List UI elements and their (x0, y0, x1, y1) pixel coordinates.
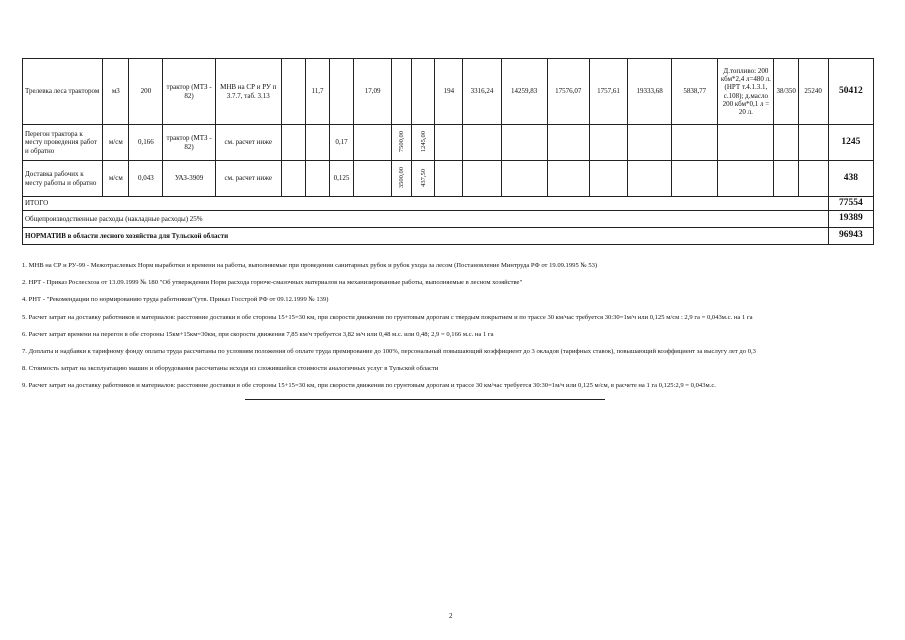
table-cell (547, 125, 589, 161)
footnote: 2. НРТ - Приказ Рослесхоза от 13.09.1999 № 180 "Об утверждении Норм расхода горюче-смазочных материалов на механизированные работы, выполняемые в лесном хозяйстве" (22, 279, 523, 287)
table-cell: 25240 (798, 59, 828, 125)
table-row (23, 59, 874, 125)
footnote: 9. Расчет затрат на доставку работников и материалов: расстояние доставки в обе стороны 15+15=30 км, при скорости движения по грунтовым дорогам и трассе 30 км/час требуется 30:30=1м/ч или 0,125 м/см, в расчете на 1 га 0,125:2,9 = 0,043м.с. (22, 382, 716, 390)
footnote: 6. Расчет затрат времени на перегон в обе стороны 15км+15км=30км, при скорости движения 7,85 км/ч требуется 3,82 м/ч или 0,48 м.с. или 0,48; 2,9 = 0,166 м.с. на 1 га (22, 330, 494, 338)
table-cell (392, 161, 412, 197)
table-cell (281, 125, 305, 161)
table-cell (628, 125, 672, 161)
table-cell (798, 161, 828, 197)
table-cell: 14259,83 (501, 59, 547, 125)
divider-line (245, 399, 605, 400)
table-cell (672, 125, 718, 161)
footnotes (22, 262, 892, 400)
table-cell: 3316,24 (463, 59, 501, 125)
table-cell (392, 125, 412, 161)
footnote: 7. Доплаты и надбавки к тарифному фонду оплаты труда рассчитаны по условиям положения об оплате труда премирование до 100%, персональный повышающий коэффициент до 3 окладов (тарифных ставок), повышающий коэффициент за выслугу лет до 0,3 (22, 348, 756, 356)
itogo-value: 77554 (828, 197, 873, 211)
table-cell (463, 161, 501, 197)
table-cell (354, 161, 392, 197)
table-cell (672, 161, 718, 197)
work-name: Перегон трактора к месту проведения работ и обратно (23, 125, 103, 161)
vertical-value: 1245,00 (419, 130, 427, 153)
machine-cell: трактор (МТЗ - 82) (163, 59, 215, 125)
table-cell (412, 59, 435, 125)
itogo-row (23, 197, 874, 211)
footnote: 5. Расчет затрат на доставку работников и материалов: расстояние доставки в обе стороны 15+15=30 км, при скорости движения по грунтовым дорогам с твердым покрытием и по трассе 30 км/час требуется 30:30=1м/ч или 0,125 м/см : 2,9 га = 0,043м.с. на 1 га (22, 313, 753, 321)
overhead-label: Общепроизводственные расходы (накладные расходы) 25% (23, 210, 829, 227)
table-cell (412, 125, 435, 161)
overhead-value: 19389 (828, 210, 873, 227)
itogo-label: ИТОГО (23, 197, 829, 211)
norm-label: НОРМАТИВ в области лесного хозяйства для Тульской области (23, 227, 829, 244)
table-cell: 17576,07 (547, 59, 589, 125)
table-cell: 17,09 (354, 59, 392, 125)
table-cell (412, 161, 435, 197)
table-cell (774, 125, 798, 161)
machine-cell: УАЗ-3909 (163, 161, 215, 197)
row-total: 438 (828, 161, 873, 197)
volume-cell: 200 (129, 59, 163, 125)
work-name: Трелевка леса трактором (23, 59, 103, 125)
vertical-value: 7500,00 (398, 130, 406, 153)
fuel-cell (718, 161, 774, 197)
table-cell: 0,125 (330, 161, 354, 197)
table-cell (589, 161, 627, 197)
unit-cell: м3 (103, 59, 129, 125)
table-cell (354, 125, 392, 161)
table-cell: 38/350 (774, 59, 798, 125)
fuel-cell: Д.топливо: 200 кбм*2,4 л=480 л. (НРТ т.4.1.3.1, с.108); д.масло 200 кбм*0,1 л = 20 л. (718, 59, 774, 125)
table-cell (463, 125, 501, 161)
norm-cell: МНВ на СР и РУ п 3.7.7, таб. 3.13 (215, 59, 281, 125)
table-cell: 194 (435, 59, 463, 125)
footnote: 4. РНТ - "Рекомендации по нормированию труда работников"(утв. Приказ Госстрой РФ от 09.12.1999 № 139) (22, 296, 329, 304)
table-cell (435, 125, 463, 161)
unit-cell: м/см (103, 125, 129, 161)
table-cell (798, 125, 828, 161)
table-row (23, 125, 874, 161)
page-number: 2 (449, 612, 453, 620)
vertical-value: 437,50 (419, 168, 427, 187)
table-cell (305, 161, 329, 197)
footnote: 1. МНВ на СР и РУ-99 - Межотраслевых Норм выработки и времени на работы, выполняемые при проведении санитарных рубок и рубок ухода за лесом (Постановление Минтруда РФ от 19.09.1995 № 53) (22, 262, 598, 269)
table-cell (305, 125, 329, 161)
table-cell (501, 125, 547, 161)
table-cell: 5838,77 (672, 59, 718, 125)
row-total: 1245 (828, 125, 873, 161)
table-cell (547, 161, 589, 197)
norm-cell: см. расчет ниже (215, 125, 281, 161)
machine-cell: трактор (МТЗ - 82) (163, 125, 215, 161)
norm-value: 96943 (828, 227, 873, 244)
row-total: 50412 (828, 59, 873, 125)
table-cell: 11,7 (305, 59, 329, 125)
table-cell (589, 125, 627, 161)
work-name: Доставка рабочих к месту работы и обратно (23, 161, 103, 197)
table-cell (281, 59, 305, 125)
norm-row (23, 227, 874, 244)
table-cell (435, 161, 463, 197)
volume-cell: 0,166 (129, 125, 163, 161)
fuel-cell (718, 125, 774, 161)
unit-cell: м/см (103, 161, 129, 197)
vertical-value: 3500,00 (398, 166, 406, 189)
table-cell (628, 161, 672, 197)
table-cell: 19333,68 (628, 59, 672, 125)
table-row (23, 161, 874, 197)
table-cell (281, 161, 305, 197)
table-cell (774, 161, 798, 197)
footnote: 8. Стоимость затрат на эксплуатацию машин и оборудования рассчитаны исходя из сложившейся стоимости аналогичных услуг в Тульской области (22, 365, 439, 373)
table-cell: 0,17 (330, 125, 354, 161)
cost-table (22, 58, 874, 245)
norm-cell: см. расчет ниже (215, 161, 281, 197)
table-cell (392, 59, 412, 125)
table-cell: 1757,61 (589, 59, 627, 125)
volume-cell: 0,043 (129, 161, 163, 197)
overhead-row (23, 210, 874, 227)
table-cell (501, 161, 547, 197)
table-cell (330, 59, 354, 125)
